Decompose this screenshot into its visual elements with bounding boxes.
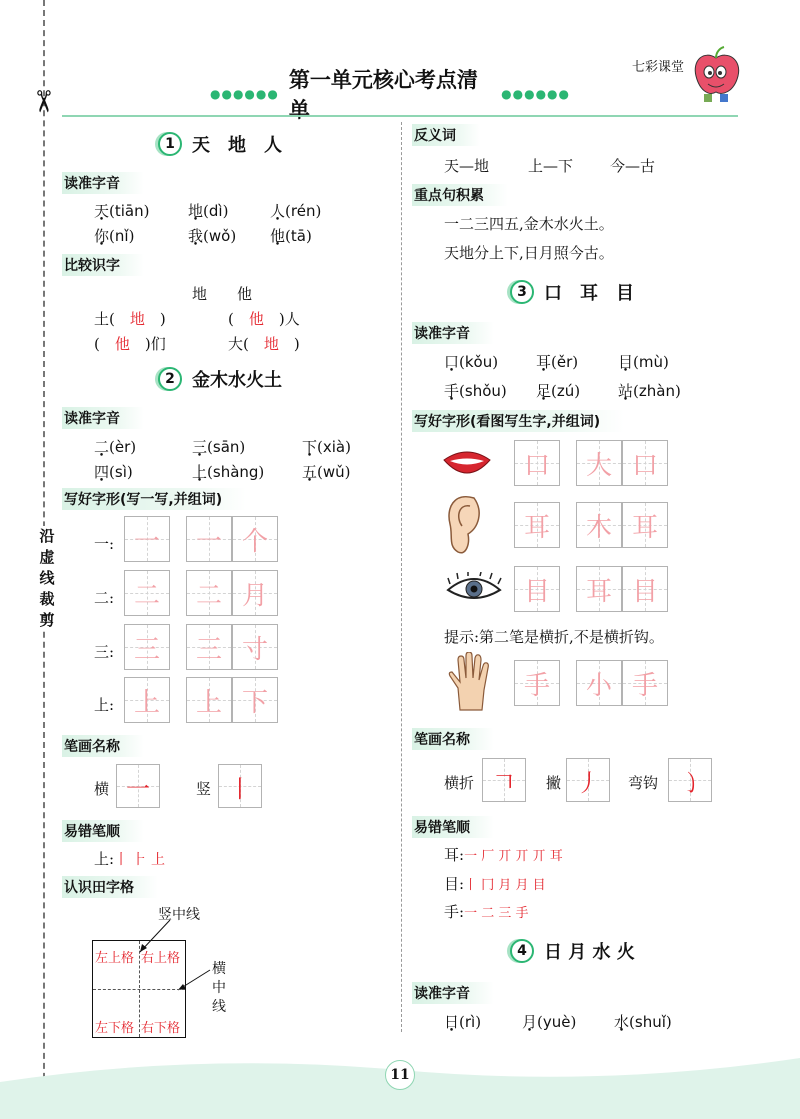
grid-bottom-left-label: 左下格 bbox=[95, 1021, 135, 1036]
tianzige-cell: 手 bbox=[622, 660, 668, 706]
sentence-line: 天地分上下,日月照今古。 bbox=[444, 244, 614, 262]
stroke-cell: 一 bbox=[116, 764, 160, 808]
section-label: 易错笔顺 bbox=[412, 816, 494, 838]
title-dots-left: ●●●●●● bbox=[210, 87, 279, 101]
section-label: 重点句积累 bbox=[412, 184, 508, 206]
lesson-number-badge: 4 bbox=[510, 939, 534, 963]
section-label: 读准字音 bbox=[62, 172, 144, 194]
section-label: 笔画名称 bbox=[62, 735, 144, 757]
tianzige-cell: 手 bbox=[514, 660, 560, 706]
pinyin-row: 天(tiān) bbox=[94, 202, 150, 220]
lesson-1-heading bbox=[158, 131, 282, 157]
tianzige-cell: 耳 bbox=[514, 502, 560, 548]
section-label: 读准字音 bbox=[412, 322, 494, 344]
tianzige-cell: 耳 bbox=[622, 502, 668, 548]
stroke-order-line: 耳:一 厂 丌 丌 丌 耳 bbox=[444, 846, 563, 864]
hand-icon bbox=[446, 652, 492, 712]
section-label: 易错笔顺 bbox=[62, 820, 144, 842]
tianzige-cell: 上 bbox=[186, 677, 232, 723]
ear-icon bbox=[444, 494, 484, 556]
tianzige-cell: 口 bbox=[514, 440, 560, 486]
tianzige-cell: 小 bbox=[576, 660, 622, 706]
pinyin-item: 他(tā) bbox=[270, 227, 312, 245]
page-number: 11 bbox=[385, 1060, 415, 1090]
pinyin-item: 足(zú) bbox=[536, 382, 581, 400]
tianzige-cell: 上 bbox=[124, 677, 170, 723]
cut-note: 沿 虚 线 裁 剪 bbox=[39, 527, 55, 629]
pinyin-item: 目(mù) bbox=[618, 353, 669, 371]
horizontal-centerline-label: 横 中 线 bbox=[212, 961, 226, 1015]
section-label: 写好字形(看图写生字,并组词) bbox=[412, 410, 624, 432]
grid-top-left-label: 左上格 bbox=[95, 951, 135, 966]
pinyin-item: 月(yuè) bbox=[522, 1013, 577, 1031]
tianzige-cell: 一 bbox=[186, 516, 232, 562]
scissors-icon: ✂ bbox=[25, 88, 61, 115]
stroke-name: 横折 bbox=[444, 774, 475, 792]
section-label: 读准字音 bbox=[412, 982, 494, 1004]
pinyin-item: 口(kǒu) bbox=[444, 353, 499, 371]
section-label: 比较识字 bbox=[62, 254, 144, 276]
compare-item: ( 他 )们 bbox=[94, 335, 166, 353]
write-row-label: 一: bbox=[94, 535, 115, 553]
stroke-name: 弯钩 bbox=[628, 774, 659, 792]
compare-item: 大( 地 ) bbox=[228, 335, 300, 353]
grid-bottom-right-label: 右下格 bbox=[141, 1021, 181, 1036]
tianzige-cell: 耳 bbox=[576, 566, 622, 612]
pinyin-item: 下(xià) bbox=[302, 438, 351, 456]
write-row-label: 三: bbox=[94, 643, 115, 661]
grid-top-right-label: 右上格 bbox=[141, 951, 181, 966]
antonym-item: 天—地 bbox=[444, 157, 490, 175]
brand-label: 七彩课堂 bbox=[632, 60, 685, 75]
section-label: 写好字形(写一写,并组词) bbox=[62, 488, 246, 510]
column-divider bbox=[401, 122, 402, 1032]
lesson-title: 口 耳 目 bbox=[544, 283, 634, 304]
lesson-title: 日 月 水 火 bbox=[544, 942, 635, 963]
pinyin-item: 五(wǔ) bbox=[302, 463, 351, 481]
section-label: 反义词 bbox=[412, 124, 480, 146]
tianzige-cell: 口 bbox=[622, 440, 668, 486]
stroke-cell: 丨 bbox=[218, 764, 262, 808]
stroke-order-line: 上:丨 ⺊ 上 bbox=[94, 850, 165, 868]
stroke-name: 竖 bbox=[196, 780, 212, 798]
compare-heading: 地 他 bbox=[192, 285, 253, 303]
tianzige-cell: 三 bbox=[186, 624, 232, 670]
vertical-centerline-label: 竖中线 bbox=[158, 907, 200, 923]
sentence-line: 一二三四五,金木水火土。 bbox=[444, 215, 614, 233]
stroke-name: 撇 bbox=[546, 774, 562, 792]
stroke-cell: ㇁ bbox=[668, 758, 712, 802]
lesson-2-heading bbox=[158, 366, 282, 392]
pinyin-item: 水(shuǐ) bbox=[614, 1013, 672, 1031]
section-label: 读准字音 bbox=[62, 407, 144, 429]
section-label: 认识田字格 bbox=[62, 876, 158, 898]
pinyin-item: 耳(ěr) bbox=[536, 353, 579, 371]
stroke-order-line: 目:丨 冂 月 月 目 bbox=[444, 875, 546, 893]
lesson-number-badge: 1 bbox=[158, 132, 182, 156]
pinyin-item: 你(nǐ) bbox=[94, 227, 135, 245]
lesson-4-heading bbox=[510, 938, 635, 964]
pinyin-item: 站(zhàn) bbox=[618, 382, 681, 400]
tianzige-diagram bbox=[92, 940, 186, 1038]
stroke-cell: 𠃍 bbox=[482, 758, 526, 802]
antonym-item: 今—古 bbox=[610, 157, 656, 175]
lesson-3-heading bbox=[510, 279, 634, 305]
stroke-name: 横 bbox=[94, 780, 110, 798]
pinyin-item: 地(dì) bbox=[188, 202, 229, 220]
tianzige-cell: 月 bbox=[232, 570, 278, 616]
pinyin-item: 日(rì) bbox=[444, 1013, 482, 1031]
pinyin-item: 上(shàng) bbox=[192, 463, 265, 481]
pinyin-item: 我(wǒ) bbox=[188, 227, 237, 245]
pinyin-item: 三(sān) bbox=[192, 438, 246, 456]
pinyin-item: 二(èr) bbox=[94, 438, 137, 456]
tianzige-cell: 二 bbox=[124, 570, 170, 616]
lesson-number-badge: 3 bbox=[510, 280, 534, 304]
stroke-cell: 丿 bbox=[566, 758, 610, 802]
tianzige-cell: 寸 bbox=[232, 624, 278, 670]
antonym-item: 上—下 bbox=[528, 157, 574, 175]
pinyin-item: 手(shǒu) bbox=[444, 382, 507, 400]
header-rule bbox=[62, 115, 738, 117]
page-title: 第一单元核心考点清单 bbox=[288, 67, 478, 122]
lesson-title: 天 地 人 bbox=[192, 135, 282, 156]
tianzige-cell: 个 bbox=[232, 516, 278, 562]
write-row-label: 二: bbox=[94, 589, 115, 607]
apple-mascot-icon bbox=[690, 44, 742, 104]
eye-icon bbox=[446, 572, 502, 606]
pinyin-item: 人(rén) bbox=[270, 202, 322, 220]
tianzige-cell: 目 bbox=[514, 566, 560, 612]
tianzige-cell: 下 bbox=[232, 677, 278, 723]
compare-item: 土( 地 ) bbox=[94, 310, 166, 328]
hint-text: 提示:第二笔是横折,不是横折钩。 bbox=[444, 628, 664, 646]
tianzige-cell: 二 bbox=[186, 570, 232, 616]
title-dots-right: ●●●●●● bbox=[501, 87, 570, 101]
tianzige-cell: 一 bbox=[124, 516, 170, 562]
section-label: 笔画名称 bbox=[412, 728, 494, 750]
tianzige-cell: 大 bbox=[576, 440, 622, 486]
tianzige-cell: 三 bbox=[124, 624, 170, 670]
mouth-icon bbox=[442, 446, 492, 482]
lesson-number-badge: 2 bbox=[158, 367, 182, 391]
pinyin-item: 四(sì) bbox=[94, 463, 133, 481]
stroke-order-line: 手:一 二 三 手 bbox=[444, 903, 529, 921]
tianzige-cell: 目 bbox=[622, 566, 668, 612]
compare-item: ( 他 )人 bbox=[228, 310, 300, 328]
lesson-title: 金木水火土 bbox=[192, 370, 282, 391]
tianzige-cell: 木 bbox=[576, 502, 622, 548]
write-row-label: 上: bbox=[94, 696, 115, 714]
